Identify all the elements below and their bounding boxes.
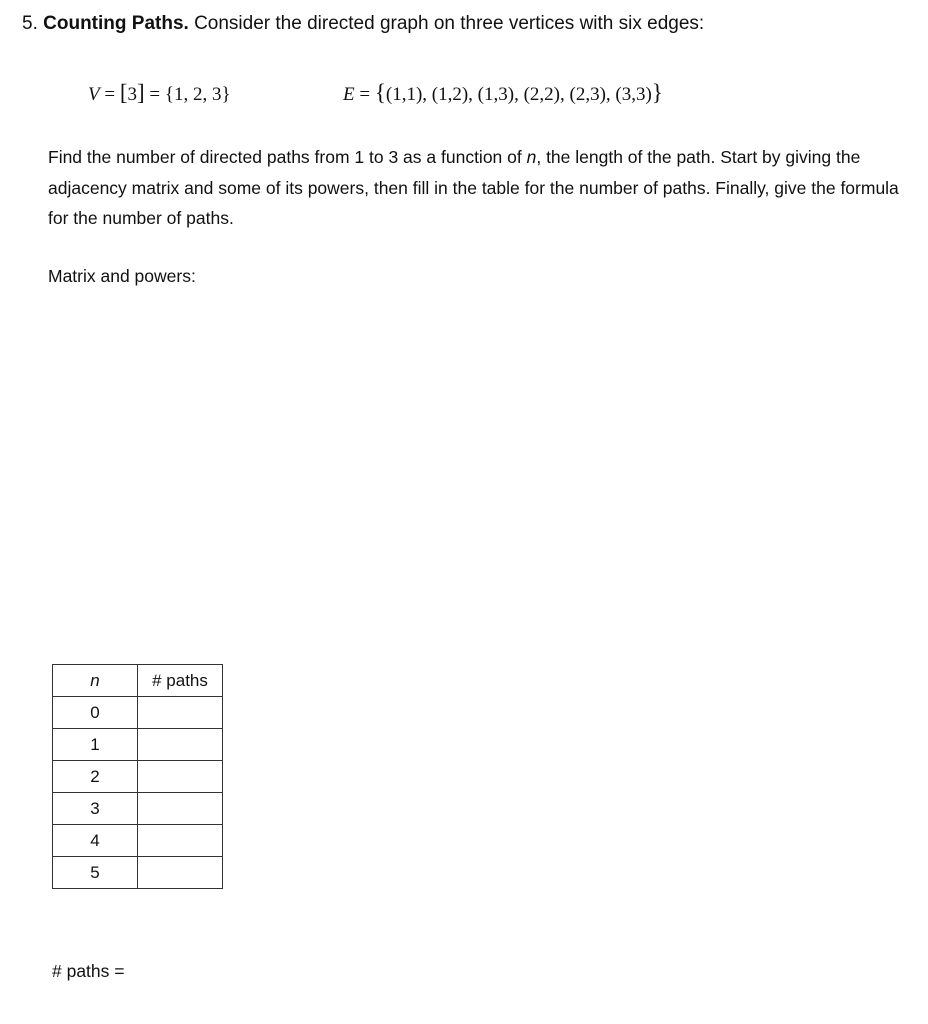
v-equals-1: = — [99, 84, 120, 105]
table-cell-paths-input[interactable] — [138, 825, 223, 857]
problem-intro: Consider the directed graph on three vertices with six edges: — [194, 13, 705, 34]
paths-table — [52, 664, 223, 889]
table-cell-paths-input[interactable] — [138, 761, 223, 793]
instructions-part-2: , the length of the path. Start by giving the adjacency matrix and some of its powers, then fill in the table for the number of paths. Finally, give the formula for the number of paths. — [48, 147, 899, 228]
table-cell-n: 0 — [53, 697, 138, 729]
paths-formula — [52, 961, 125, 982]
table-header-row — [53, 665, 223, 697]
table-row — [53, 793, 223, 825]
v-bracket-open: [ — [119, 80, 128, 105]
table-cell-paths-input[interactable] — [138, 857, 223, 889]
v-variable: V — [88, 84, 100, 105]
formula-label: # paths — [52, 961, 110, 981]
instructions-paragraph — [48, 142, 918, 234]
edge-set-equation — [343, 80, 663, 106]
problem-number: 5. — [22, 13, 38, 34]
e-set-close: } — [651, 80, 663, 105]
table-cell-paths-input[interactable] — [138, 793, 223, 825]
v-bracket-close: ] — [137, 80, 145, 105]
table-cell-n: 5 — [53, 857, 138, 889]
table-row — [53, 761, 223, 793]
table-cell-n: 2 — [53, 761, 138, 793]
matrix-powers-label: Matrix and powers: — [48, 266, 196, 286]
v-set-close: } — [221, 84, 231, 105]
instructions-part-1: Find the number of directed paths from 1 to 3 as a function of — [48, 147, 527, 167]
e-variable: E — [343, 84, 355, 105]
table-cell-n: 3 — [53, 793, 138, 825]
vertex-set-equation — [88, 80, 231, 106]
table-cell-paths-input[interactable] — [138, 729, 223, 761]
table-header-paths: # paths — [138, 665, 223, 697]
table-cell-paths-input[interactable] — [138, 697, 223, 729]
problem-heading — [22, 13, 704, 35]
table-row — [53, 857, 223, 889]
e-set-open: { — [374, 80, 386, 105]
table-row — [53, 697, 223, 729]
table-row — [53, 825, 223, 857]
table-header-n: n — [53, 665, 138, 697]
v-bracket-value: 3 — [127, 84, 137, 105]
v-set-elements: 1, 2, 3 — [174, 84, 222, 105]
e-set-elements: (1,1), (1,2), (1,3), (2,2), (2,3), (3,3) — [385, 84, 652, 105]
instructions-var-n: n — [526, 147, 537, 167]
e-equals: = — [354, 84, 375, 105]
v-set-open: { — [164, 84, 175, 105]
table-row — [53, 729, 223, 761]
problem-title: Counting Paths. — [43, 13, 189, 34]
table-cell-n: 4 — [53, 825, 138, 857]
table-cell-n: 1 — [53, 729, 138, 761]
formula-equals: = — [109, 961, 125, 981]
v-equals-2: = — [144, 84, 165, 105]
